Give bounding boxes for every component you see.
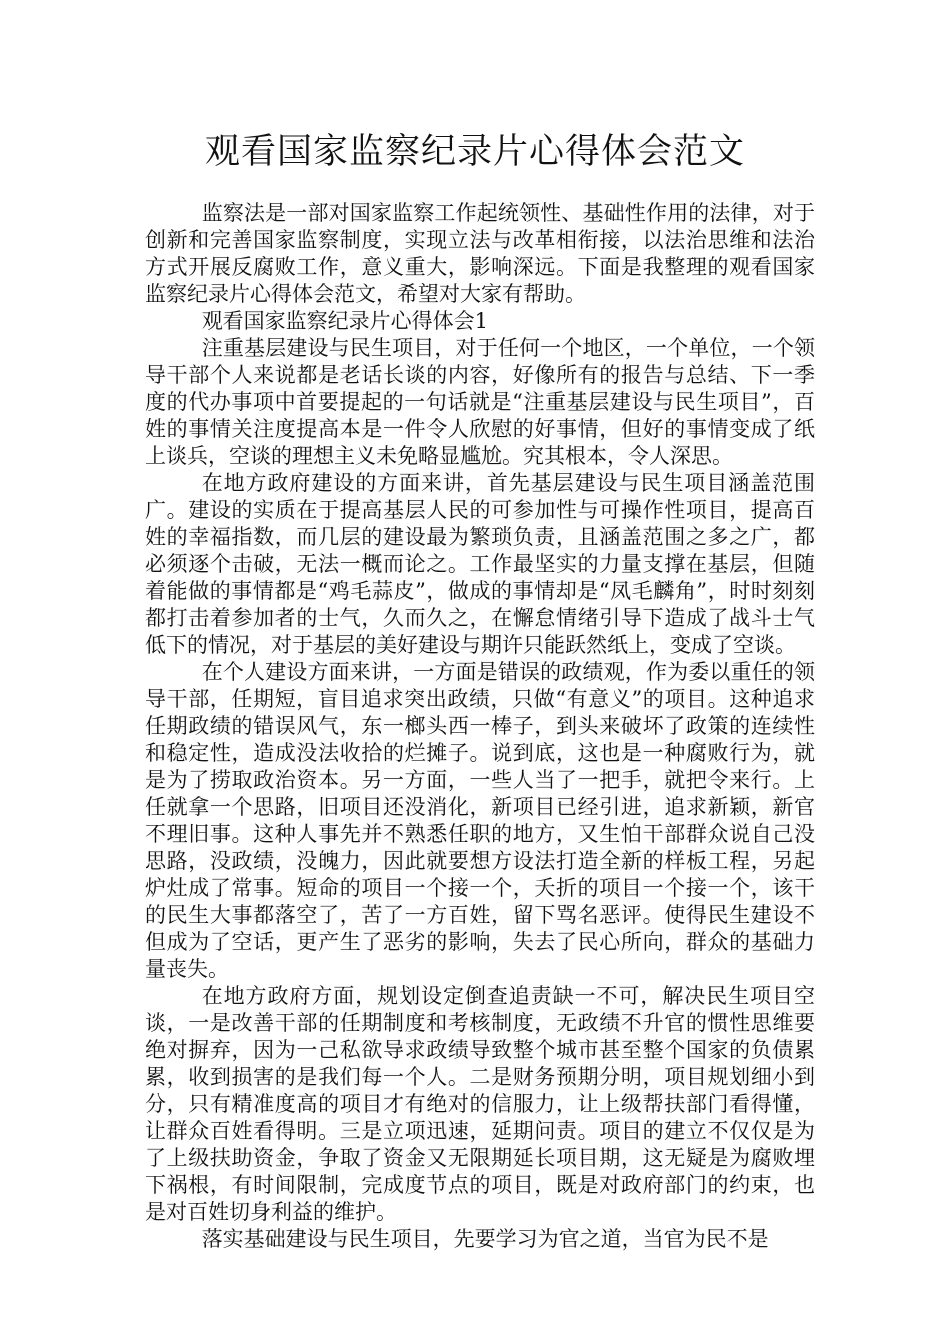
- body-paragraph: 在地方政府方面，规划设定倒查追责缺一不可，解决民生项目空谈，一是改善干部的任期制度和考核制度，无政绩不升官的惯性思维要绝对摒弃，因为一己私欲导求政绩导致整个城市甚至整个国家的负债累累，收到损害的是我们每一个人。二是财务预期分明，项目规划细小到分，只有精准度高的项目才有绝对的信服力，让上级帮扶部门看得懂，让群众百姓看得明。三是立项迅速，延期问责。项目的建立不仅仅是为了上级扶助资金，争取了资金又无限期延长项目期，这无疑是为腐败埋下祸根，有时间限制，完成度节点的项目，既是对政府部门的约束，也是对百姓切身利益的维护。: [145, 984, 815, 1224]
- intro-paragraph: 监察法是一部对国家监察工作起统领性、基础性作用的法律，对于创新和完善国家监察制度，实现立法与改革相衔接，以法治思维和法治方式开展反腐败工作，意义重大，影响深远。下面是我整理的观看国家监察纪录片心得体会范文，希望对大家有帮助。: [145, 201, 815, 306]
- body-paragraph: 在地方政府建设的方面来讲，首先基层建设与民生项目涵盖范围广。建设的实质在于提高基层人民的可参加性与可操作性项目，提高百姓的幸福指数，而几层的建设最为繁琐负责，且涵盖范围之多之广，都必须逐个击破，无法一概而论之。工作最坚实的力量支撑在基层，但随着能做的事情都是“鸡毛蒜皮”，做成的事情却是“凤毛麟角”，时时刻刻都打击着参加者的士气，久而久之，在懈怠情绪引导下造成了战斗士气低下的情况，对于基层的美好建设与期许只能跃然纸上，变成了空谈。: [145, 471, 815, 657]
- document-title: 观看国家监察纪录片心得体会范文: [204, 132, 745, 172]
- body-paragraph: 在个人建设方面来讲，一方面是错误的政绩观，作为委以重任的领导干部，任期短，盲目追求突出政绩，只做“有意义”的项目。这种追求任期政绩的错误风气，东一榔头西一棒子，到头来破坏了政策的连续性和稳定性，造成没法收拾的烂摊子。说到底，这也是一种腐败行为，就是为了捞取政治资本。另一方面，一些人当了一把手，就把令来行。上任就拿一个思路，旧项目还没消化，新项目已经引进，追求新颖，新官不理旧事。这种人事先并不熟悉任职的地方，又生怕干部群众说自己没思路，没政绩，没魄力，因此就要想方设法打造全新的样板工程，另起炉灶成了常事。短命的项目一个接一个，夭折的项目一个接一个，该干的民生大事都落空了，苦了一方百姓，留下骂名恶评。使得民生建设不但成为了空话，更产生了恶劣的影响，失去了民心所向，群众的基础力量丧失。: [145, 660, 815, 981]
- section-heading: 观看国家监察纪录片心得体会1: [201, 309, 489, 333]
- body-paragraph: 落实基础建设与民生项目，先要学习为官之道，当官为民不是: [201, 1227, 769, 1251]
- body-paragraph: 注重基层建设与民生项目，对于任何一个地区，一个单位，一个领导干部个人来说都是老话长谈的内容，好像所有的报告与总结、下一季度的代办事项中首要提起的一句话就是“注重基层建设与民生项目”，百姓的事情关注度提高本是一件令人欣慰的好事情，但好的事情变成了纸上谈兵，空谈的理想主义未免略显尴尬。究其根本，令人深思。: [145, 336, 815, 468]
- document-body: [145, 200, 815, 1253]
